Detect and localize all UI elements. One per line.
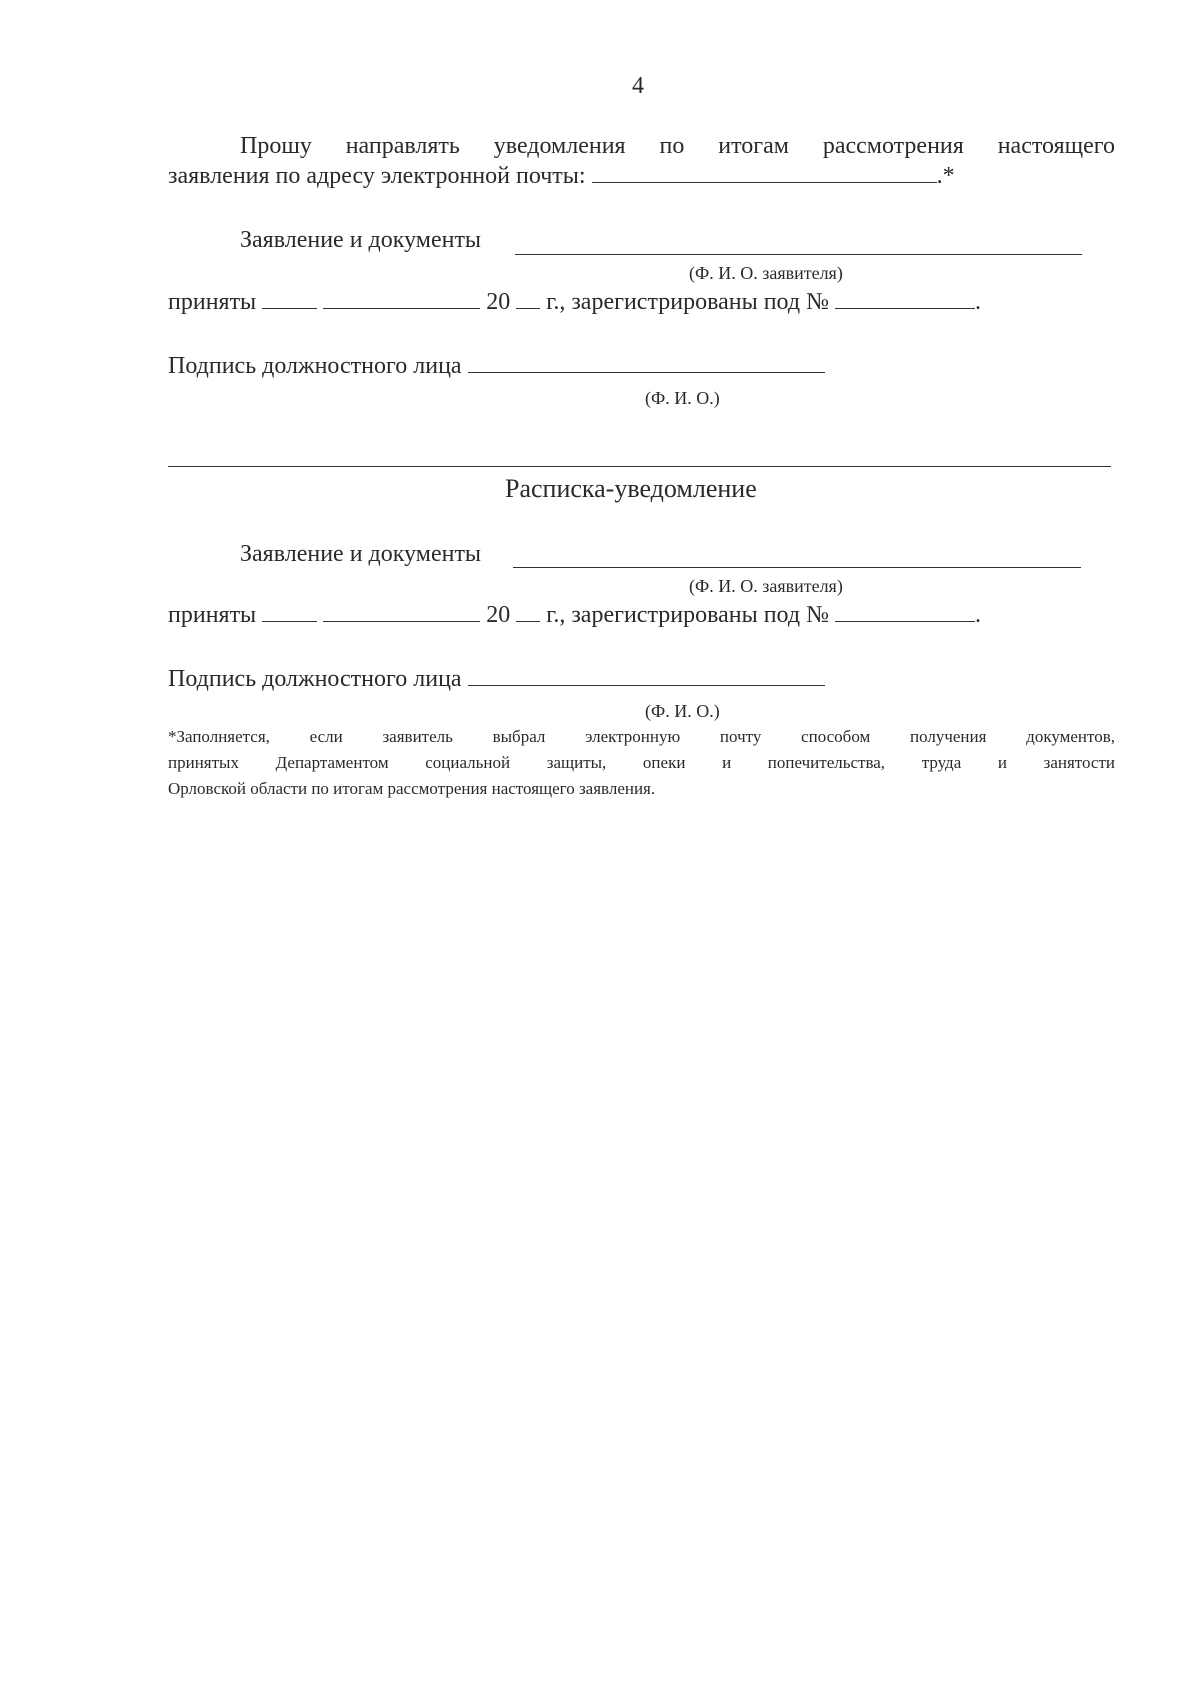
- accepted-label-2: приняты: [168, 602, 257, 628]
- request-line-2: [168, 162, 955, 190]
- registered-text-1: г., зарегистрированы под №: [546, 289, 829, 315]
- docs-label-1: Заявление и документы: [240, 227, 482, 253]
- request-line-2-text: заявления по адресу электронной почты:: [168, 163, 586, 189]
- separator-line: [168, 466, 1111, 467]
- period-2: .: [974, 602, 981, 628]
- year-blank-2: [516, 620, 540, 622]
- applicant-fio-blank-2: [513, 567, 1081, 568]
- docs-label-2: Заявление и документы: [240, 541, 482, 567]
- fio-caption-1: (Ф. И. О.): [645, 388, 720, 408]
- applicant-fio-caption-2: (Ф. И. О. заявителя): [689, 576, 843, 596]
- signature-label-2: Подпись должностного лица: [168, 666, 462, 692]
- footnote-line-3: Орловской области по итогам рассмотрения настоящего заявления.: [168, 779, 656, 798]
- page-number: 4: [632, 73, 644, 99]
- accepted-line-1: [168, 288, 981, 316]
- request-line-2-suffix: .*: [936, 163, 955, 189]
- signature-blank-1: [468, 371, 825, 373]
- registered-text-2: г., зарегистрированы под №: [546, 602, 829, 628]
- day-blank-1: [262, 307, 317, 309]
- signature-label-1: Подпись должностного лица: [168, 353, 462, 379]
- footnote-line-2: принятых Департаментом социальной защиты, опеки и попечительства, труда и занятости: [168, 753, 1115, 772]
- day-blank-2: [262, 620, 317, 622]
- accepted-label-1: приняты: [168, 289, 257, 315]
- email-blank: [592, 181, 937, 183]
- reg-number-blank-1: [835, 307, 975, 309]
- year-prefix-2: 20: [486, 602, 511, 628]
- signature-blank-2: [468, 684, 825, 686]
- applicant-fio-caption-1: (Ф. И. О. заявителя): [689, 263, 843, 283]
- month-blank-1: [323, 307, 480, 309]
- year-blank-1: [516, 307, 540, 309]
- applicant-fio-blank-1: [515, 254, 1082, 255]
- period-1: .: [974, 289, 981, 315]
- receipt-title: Расписка-уведомление: [505, 474, 757, 503]
- month-blank-2: [323, 620, 480, 622]
- accepted-line-2: [168, 601, 981, 629]
- request-line-1: Прошу направлять уведомления по итогам рассмотрения настоящего: [240, 133, 1115, 159]
- signature-line-1: [168, 352, 825, 380]
- year-prefix-1: 20: [486, 289, 511, 315]
- reg-number-blank-2: [835, 620, 975, 622]
- fio-caption-2: (Ф. И. О.): [645, 701, 720, 721]
- signature-line-2: [168, 665, 825, 693]
- footnote-line-1: *Заполняется, если заявитель выбрал электронную почту способом получения документов,: [168, 727, 1115, 746]
